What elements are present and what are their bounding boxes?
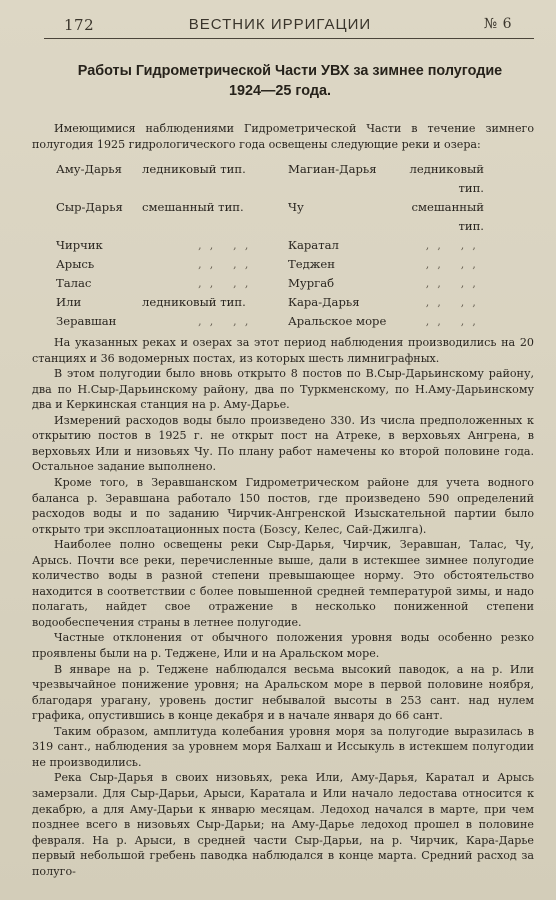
page-number: 172 — [64, 16, 95, 34]
river-name: Аму-Дарья — [56, 162, 122, 177]
river-type: ледниковый тип. — [142, 162, 246, 177]
body-paragraph: Кроме того, в Зеравшанском Гидрометрическом районе для учета водного баланса р. Зеравшана работало 150 постов, где произведено 590 определений расходов воды и по заданию Чирчик-Ангренской Изыскательной партии было открыто три эксплоатационных поста (Бозсу, Келес, Сай-Джилга). — [32, 476, 534, 536]
river-type: ледниковый тип. — [142, 295, 246, 310]
river-name: Мургаб — [288, 276, 335, 291]
river-type-ditto: ,, ,, — [198, 238, 257, 253]
article-title — [26, 61, 534, 101]
river-type-ditto: ,, ,, — [198, 276, 257, 291]
body-text — [32, 335, 534, 879]
intro-paragraph: Имеющимися наблюдениями Гидрометрической Части в течение зимнего полугодия 1925 гидрологического года освещены следующие реки и озера: — [32, 122, 534, 151]
river-name: Магиан-Дарья — [288, 162, 377, 177]
river-type-ditto: ,, ,, — [425, 276, 484, 291]
body-paragraph: На указанных реках и озерах за этот период наблюдения производились на 20 станциях и 36 водомерных постах, из которых шесть лимниграфных. — [32, 336, 534, 365]
intro-paragraph-block — [32, 121, 534, 152]
river-name: Или — [56, 295, 82, 310]
river-name: Чирчик — [56, 238, 103, 253]
river-type-ditto: ,, ,, — [425, 314, 484, 329]
article-title-line-2: 1924—25 года. — [229, 83, 331, 99]
body-paragraph: Измерений расходов воды было произведено 330. Из числа предположенных к открытию постов в 1925 г. не открыт пост на Атреке, в верховьях Ангрена, в верховьях Или и низовьях Чу. По плану работ намечены ко второй половине года. Остальное задание выполнено. — [32, 413, 534, 474]
river-type-ditto: ,, ,, — [198, 314, 257, 329]
body-paragraph: Таким образом, амплитуда колебания уровня моря за полугодие выразилась в 319 сант., наблюдения за уровнем моря Балхаш и Иссыкуль в истекшем полугодии не производились. — [32, 724, 534, 769]
body-paragraph: Река Сыр-Дарья в своих низовьях, река Или, Аму-Дарья, Каратал и Арысь замерзали. Для Сыр-Дарьи, Арыси, Каратала и Или начало ледостава относится к декабрю, а для Аму-Дарьи к январю месяцам. Ледоход начался в марте, при чем позднее всего в низовьях Сыр-Дарьи; на Аму-Дарье ледоход прошел в половине февраля. На р. Арыси, в средней части Сыр-Дарьи, на р. Чирчик, Кара-Дарье первый небольшой гребень паводка наблюдался в конце марта. Средний расход за полуго- — [32, 771, 534, 878]
body-paragraph: Частные отклонения от обычного положения уровня воды особенно резко проявлены были на р. Теджене, Или и на Аральском море. — [32, 631, 534, 661]
river-type-ditto: ,, ,, — [425, 257, 484, 272]
river-name: Кара-Дарья — [288, 295, 360, 310]
body-paragraph: В январе на р. Теджене наблюдался весьма высокий паводок, а на р. Или чрезвычайное понижение уровня; на Аральском море в первой половине ноября, благодаря урагану, уровень достиг небывалой высоты в 253 сант. над нулем графика, опустившись в конце декабря и в начале января до 66 сант. — [32, 662, 534, 723]
river-name: Теджен — [288, 257, 335, 272]
river-name: Чу — [288, 200, 304, 215]
river-type-ditto: ,, ,, — [425, 295, 484, 310]
journal-title: ВЕСТНИК ИРРИГАЦИИ — [188, 16, 372, 33]
river-type-ditto: ,, ,, — [425, 238, 484, 253]
body-paragraph: Наиболее полно освещены реки Сыр-Дарья, Чирчик, Зеравшан, Талас, Чу, Арысь. Почти все реки, перечисленные выше, дали в истекшее зимнее полугодие количество воды в разной степени превышающее норму. Это обстоятельство находится в соответствии с более повышенной средней температурой зимы, и надо полагать, найдет свое отражение в несколько пониженной степени водообеспечения страны в летнее полугодие. — [32, 538, 534, 629]
river-type: смешанный тип. — [411, 200, 484, 234]
rivers-list — [56, 160, 534, 331]
river-name: Арысь — [56, 257, 95, 272]
river-type: ледниковый тип. — [409, 162, 484, 196]
river-type-ditto: ,, ,, — [198, 257, 257, 272]
river-type: смешанный тип. — [142, 200, 244, 215]
river-name: Аральское море — [288, 314, 387, 329]
body-paragraph: В этом полугодии было вновь открыто 8 постов по В.Сыр-Дарьинскому району, два по Н.Сыр-Дарьинскому району, два по Туркменскому, по Н.Аму-Дарьинскому два и Керкинская станция на р. Аму-Дарье. — [32, 367, 534, 412]
river-name: Каратал — [288, 238, 339, 253]
header-rule — [44, 38, 534, 39]
river-name: Зеравшан — [56, 314, 117, 329]
article-title-line-1: Работы Гидрометрической Части УВХ за зимнее полугодие — [77, 63, 503, 79]
river-name: Сыр-Дарья — [56, 200, 123, 215]
running-header — [26, 14, 534, 34]
river-name: Талас — [56, 276, 92, 291]
issue-number: № 6 — [483, 16, 512, 32]
